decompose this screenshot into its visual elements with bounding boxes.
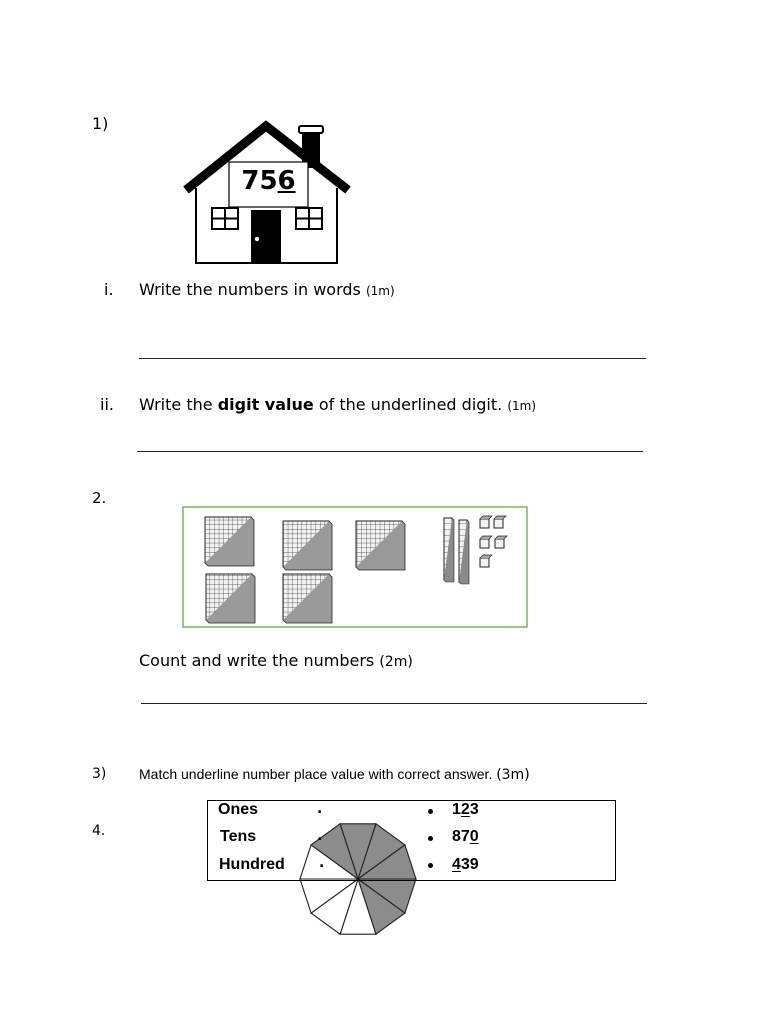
house-door [251,210,281,263]
answer-line-part-ii[interactable] [137,451,643,452]
label-tens[interactable]: Tens [220,828,257,845]
number-439[interactable]: 439 [452,856,479,873]
question-4-number: 4. [92,823,106,839]
hundred-block [283,574,332,623]
hundred-block [356,521,405,570]
question-2-text: Count and write the numbers (2m) [139,651,413,670]
house-window-left [212,208,238,229]
question-3-number: 3) [92,766,107,782]
answer-line-part-i[interactable] [139,358,646,359]
base-ten-blocks [182,506,529,629]
chimney-cap [299,126,323,133]
hundred-block [205,517,254,566]
door-knob [255,237,259,241]
part-i-question: Write the numbers in words (1m) [139,280,395,299]
match-bullet-right[interactable] [428,809,433,814]
part-i-numeral: i. [104,280,114,299]
label-ones[interactable]: Ones [218,801,259,818]
number-123[interactable]: 123 [452,801,479,818]
hundred-block [283,521,332,570]
house-window-right [296,208,322,229]
match-dot-left[interactable]: . [317,828,323,844]
number-870[interactable]: 870 [452,828,479,845]
part-ii-numeral: ii. [100,395,114,414]
house-number: 756 [241,166,296,196]
match-bullet-right[interactable] [428,836,433,841]
match-dot-left[interactable]: . [319,855,325,871]
question-2-number: 2. [92,489,107,507]
label-hundred[interactable]: Hundred [219,856,285,873]
hundred-block [206,574,255,623]
part-ii-question: Write the digit value of the underlined digit. (1m) [139,395,536,414]
answer-line-question-2[interactable] [141,703,647,704]
match-bullet-right[interactable] [428,863,433,868]
question-1-number: 1) [92,114,109,133]
ten-rod [444,518,454,582]
question-3-text: Match underline number place value with correct answer. (3m) [139,766,530,783]
match-dot-left[interactable]: . [317,801,323,817]
ten-rod [459,520,469,584]
